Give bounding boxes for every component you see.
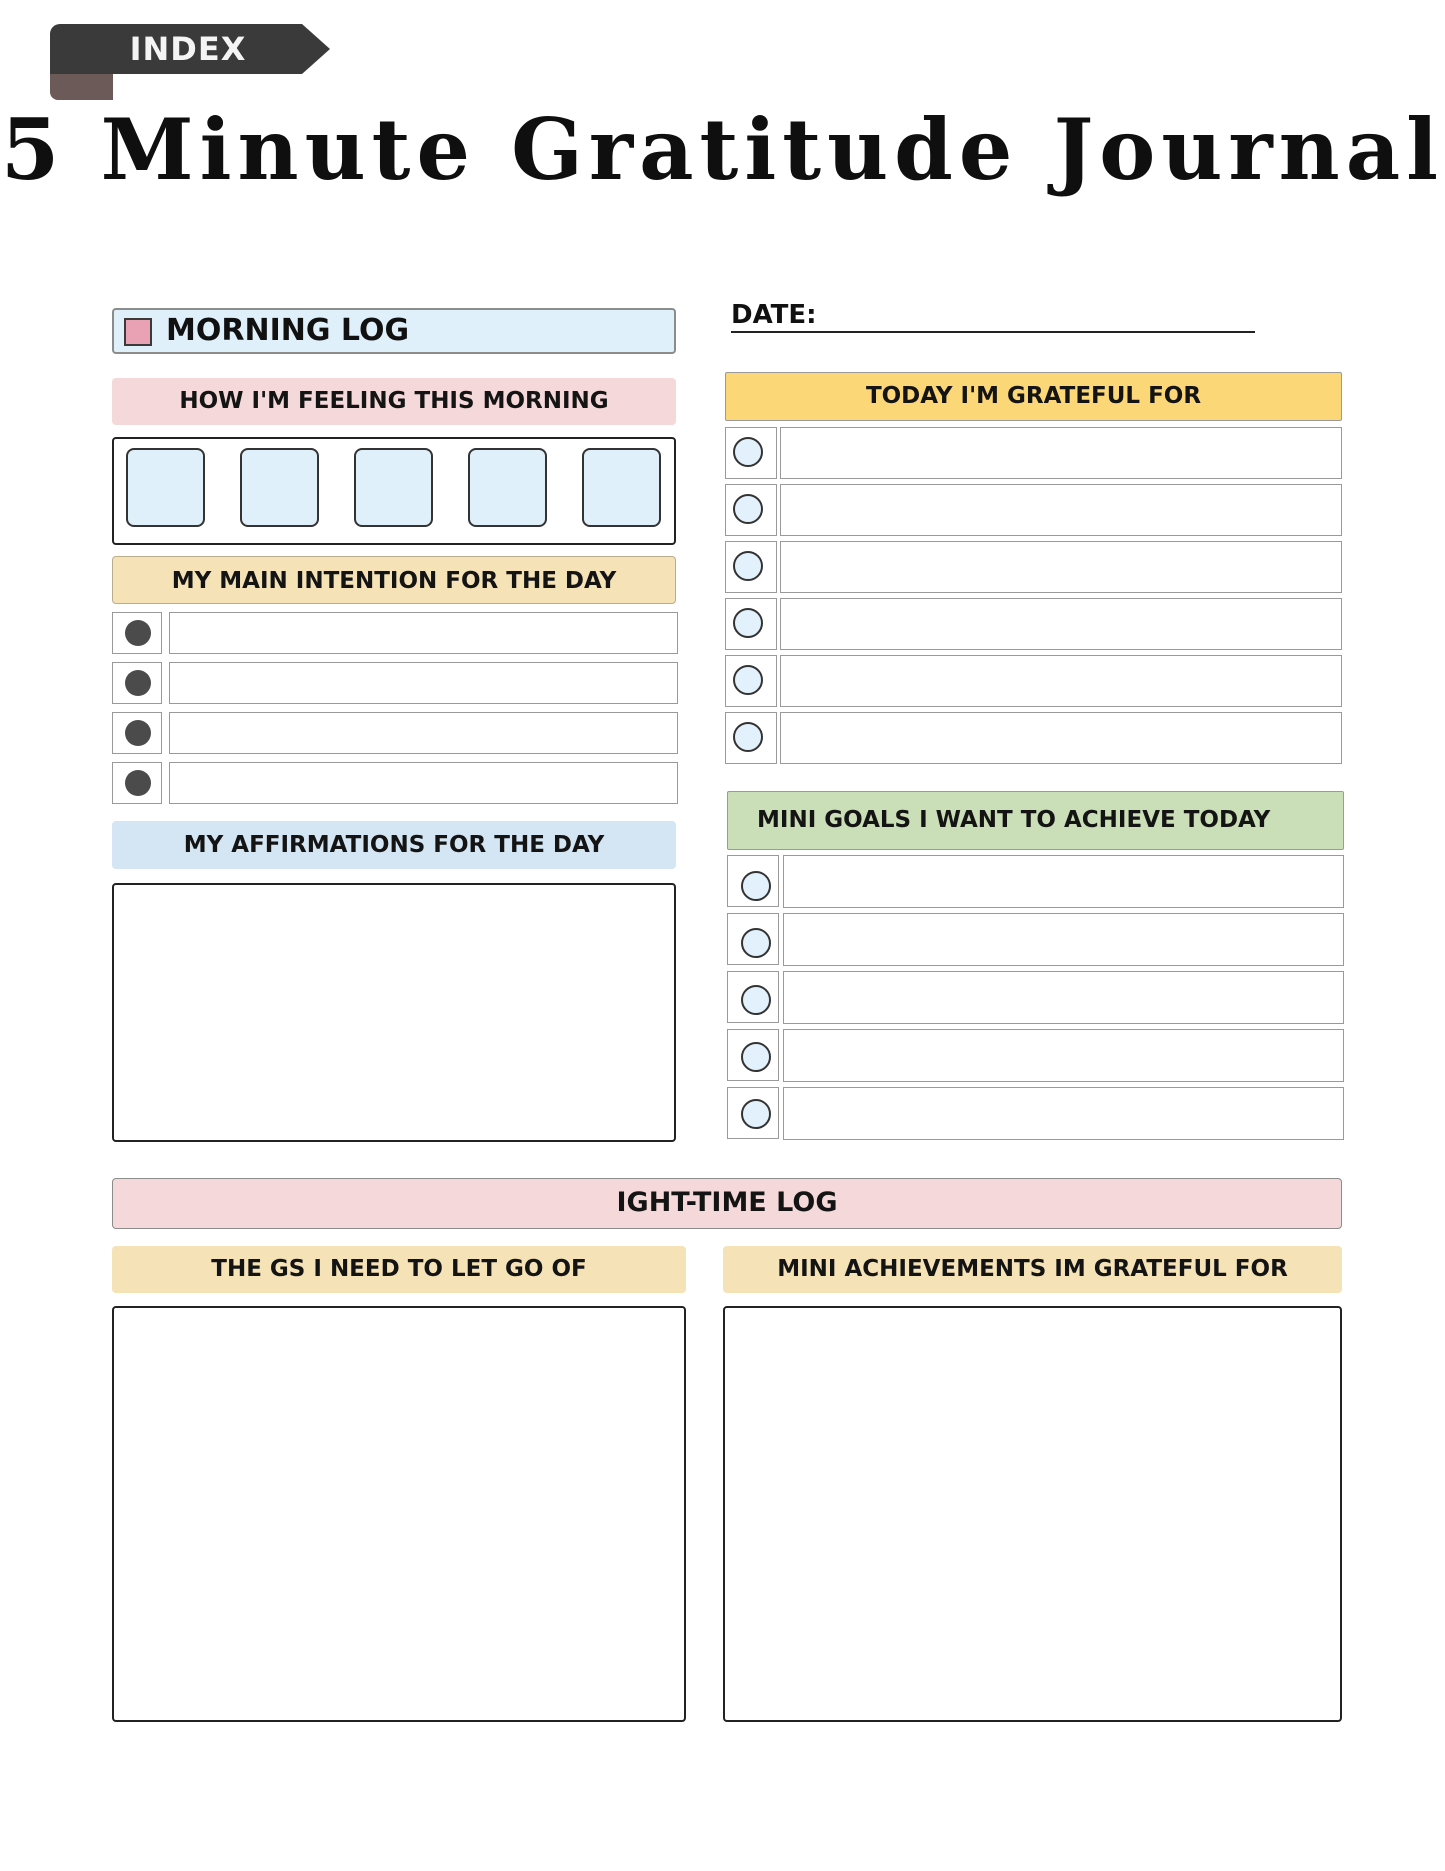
morning-log-checkbox[interactable] — [124, 318, 152, 346]
circle-checkbox-icon[interactable] — [741, 1042, 771, 1072]
bullet-dot-icon — [125, 620, 151, 646]
circle-checkbox-icon[interactable] — [741, 928, 771, 958]
mini-goals-header: MINI GOALS I WANT TO ACHIEVE TODAY — [727, 791, 1344, 850]
intention-field-2[interactable] — [169, 662, 678, 704]
circle-checkbox-icon[interactable] — [733, 608, 763, 638]
circle-checkbox-icon[interactable] — [733, 494, 763, 524]
achievements-header: MINI ACHIEVEMENTS IM GRATEFUL FOR — [723, 1246, 1342, 1293]
mood-box-3[interactable] — [354, 448, 433, 527]
intention-header: MY MAIN INTENTION FOR THE DAY — [112, 556, 676, 604]
let-go-header: THE GS I NEED TO LET GO OF — [112, 1246, 686, 1293]
bullet-dot-icon — [125, 770, 151, 796]
circle-checkbox-icon[interactable] — [741, 985, 771, 1015]
affirmations-box[interactable] — [112, 883, 676, 1142]
circle-checkbox-icon[interactable] — [733, 437, 763, 467]
grateful-field-6[interactable] — [780, 712, 1342, 764]
grateful-field-3[interactable] — [780, 541, 1342, 593]
mood-box-2[interactable] — [240, 448, 319, 527]
goal-field-2[interactable] — [783, 913, 1344, 966]
goal-field-5[interactable] — [783, 1087, 1344, 1140]
circle-checkbox-icon[interactable] — [741, 1099, 771, 1129]
circle-checkbox-icon[interactable] — [741, 871, 771, 901]
let-go-box[interactable] — [112, 1306, 686, 1722]
grateful-field-1[interactable] — [780, 427, 1342, 479]
mood-box-4[interactable] — [468, 448, 547, 527]
affirmations-header: MY AFFIRMATIONS FOR THE DAY — [112, 821, 676, 869]
index-tab-label[interactable]: INDEX — [129, 30, 247, 68]
goal-field-1[interactable] — [783, 855, 1344, 908]
grateful-field-4[interactable] — [780, 598, 1342, 650]
intention-field-1[interactable] — [169, 612, 678, 654]
index-tab-fold — [50, 74, 113, 100]
bullet-dot-icon — [125, 720, 151, 746]
date-field[interactable] — [731, 331, 1255, 333]
circle-checkbox-icon[interactable] — [733, 551, 763, 581]
grateful-field-5[interactable] — [780, 655, 1342, 707]
grateful-header: TODAY I'M GRATEFUL FOR — [725, 372, 1342, 421]
morning-log-label: MORNING LOG — [166, 313, 410, 348]
circle-checkbox-icon[interactable] — [733, 665, 763, 695]
grateful-field-2[interactable] — [780, 484, 1342, 536]
mood-box-1[interactable] — [126, 448, 205, 527]
intention-field-4[interactable] — [169, 762, 678, 804]
goal-field-4[interactable] — [783, 1029, 1344, 1082]
feeling-header: HOW I'M FEELING THIS MORNING — [112, 378, 676, 425]
date-label: DATE: — [731, 300, 817, 330]
bullet-dot-icon — [125, 670, 151, 696]
achievements-box[interactable] — [723, 1306, 1342, 1722]
circle-checkbox-icon[interactable] — [733, 722, 763, 752]
mood-box-5[interactable] — [582, 448, 661, 527]
night-log-header: IGHT-TIME LOG — [112, 1178, 1342, 1229]
page-title: 5 Minute Gratitude Journal — [0, 100, 1445, 199]
goal-field-3[interactable] — [783, 971, 1344, 1024]
intention-field-3[interactable] — [169, 712, 678, 754]
